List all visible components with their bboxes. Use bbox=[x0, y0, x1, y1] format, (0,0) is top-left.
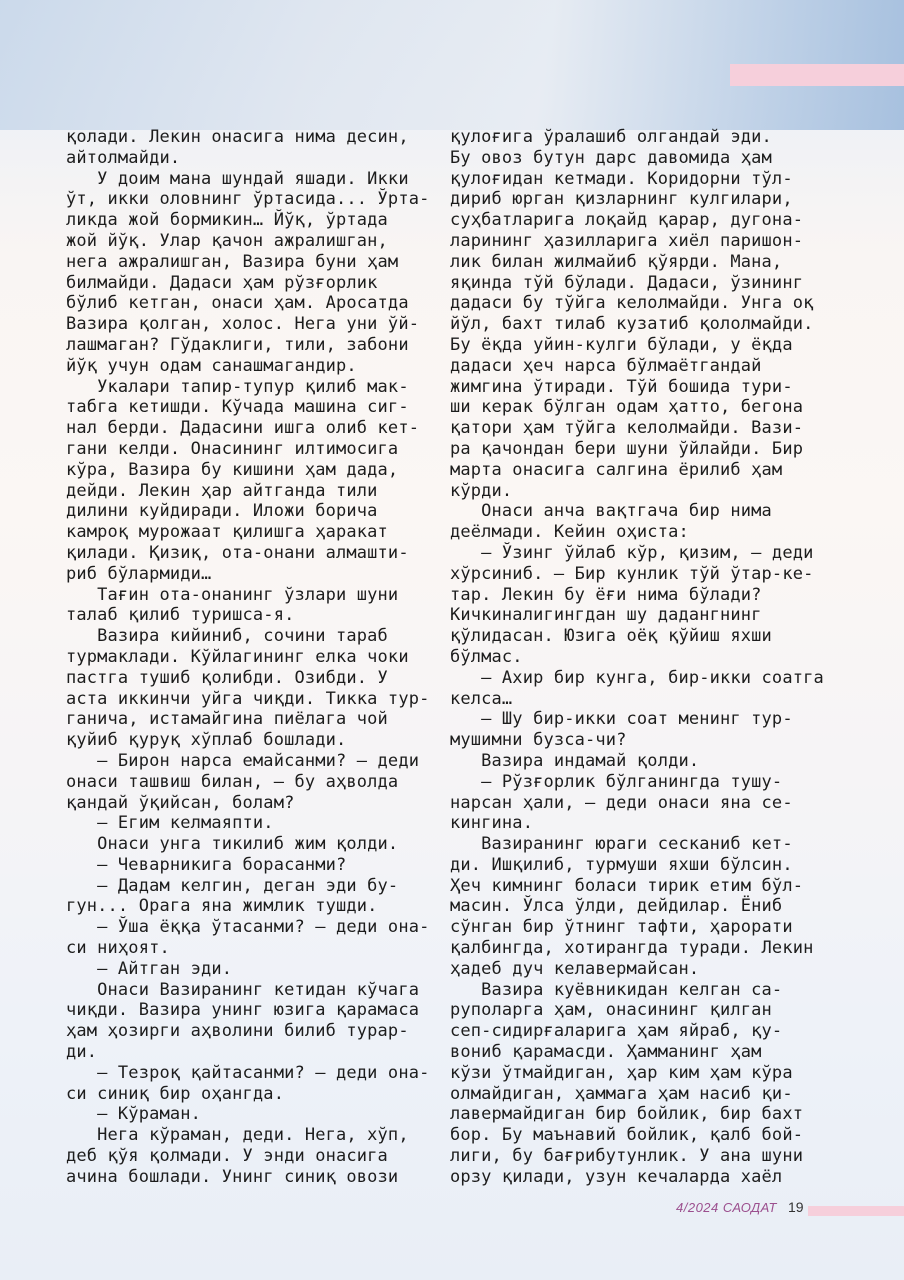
text-line: онаси ташвиш билан, – бу аҳволда bbox=[66, 771, 399, 792]
text-line: қулоғига ўралашиб олгандай эди. bbox=[450, 127, 772, 147]
text-line: Онаси Вазиранинг кетидан кўчага bbox=[66, 979, 420, 1000]
text-line: мушимни бузса-чи? bbox=[450, 730, 627, 751]
text-line: жой йўқ. Улар қачон ажралишган, bbox=[66, 230, 388, 251]
text-line: Вазира кийиниб, сочини тараб bbox=[66, 626, 388, 647]
text-line: кўра, Вазира бу кишини ҳам дада, bbox=[66, 459, 399, 480]
text-line: табга кетишди. Кўчада машина сиг- bbox=[66, 397, 409, 418]
text-line: гани келди. Онасининг илтимосига bbox=[66, 438, 399, 459]
decorative-band-footer bbox=[808, 1206, 904, 1216]
text-line: камроқ мурожаат қилишга ҳаракат bbox=[66, 522, 388, 543]
text-line: Онаси унга тикилиб жим қолди. bbox=[66, 834, 399, 855]
text-line: ганича, истамайгина пиёлага чой bbox=[66, 709, 388, 730]
text-line: кўрди. bbox=[450, 480, 513, 501]
text-line: лашмаган? Гўдаклиги, тили, забони bbox=[66, 334, 409, 355]
text-line: – Дадам келгин, деган эди бу- bbox=[66, 875, 399, 896]
text-line: дириб юрган қизларнинг кулгилари, bbox=[450, 189, 793, 210]
text-line: турмаклади. Кўйлагининг елка чоки bbox=[66, 646, 409, 667]
text-line: келса… bbox=[450, 688, 513, 709]
text-line: дилини куйдиради. Иложи борича bbox=[66, 501, 378, 522]
text-line: олмайдиган, ҳаммага ҳам насиб қи- bbox=[450, 1083, 793, 1104]
text-line: – Тезроқ қайтасанми? – деди она- bbox=[66, 1062, 430, 1083]
text-line: дадаси бу тўйга келолмайди. Унга оқ bbox=[450, 293, 814, 314]
text-line: руполарга ҳам, онасининг қилган bbox=[450, 1000, 772, 1021]
text-line: риб бўлармиди… bbox=[66, 563, 212, 584]
text-line: Вазира қолган, холос. Нега уни ўй- bbox=[66, 314, 420, 335]
text-line: лик билан жилмайиб қўярди. Мана, bbox=[450, 251, 783, 272]
text-line: кўзи ўтмайдиган, ҳар ким ҳам кўра bbox=[450, 1062, 793, 1083]
text-line: айтолмайди. bbox=[66, 147, 181, 168]
text-line: – Чеварникига борасанми? bbox=[66, 854, 347, 875]
text-line: Тағин ота-онанинг ўзлари шуни bbox=[66, 584, 399, 605]
text-line: сўнган бир ўтнинг тафти, ҳарорати bbox=[450, 917, 793, 938]
decorative-band-top bbox=[730, 64, 904, 86]
text-line: – Егим келмаяпти. bbox=[66, 813, 274, 834]
text-line: Вазира индамай қолди. bbox=[450, 750, 700, 771]
text-line: суҳбатларига лоқайд қарар, дугона- bbox=[450, 210, 804, 231]
text-column-right bbox=[450, 127, 822, 1188]
text-line: Вазира куёвникидан келган са- bbox=[450, 979, 783, 1000]
text-line: қулоғидан кетмади. Коридорни тўл- bbox=[450, 168, 793, 189]
text-line: Онаси анча вақтгача бир нима bbox=[450, 501, 772, 522]
text-line: ҳам ҳозирги аҳволини билиб турар- bbox=[66, 1021, 409, 1042]
text-line: ра қачондан бери шуни ўйлайди. Бир bbox=[450, 438, 804, 459]
text-line: ди. bbox=[66, 1042, 98, 1063]
text-line: қуйиб қуруқ хўплаб бошлади. bbox=[66, 730, 347, 751]
text-line: жимгина ўтиради. Тўй бошида тури- bbox=[450, 376, 793, 397]
text-line: кингина. bbox=[450, 813, 534, 834]
issue-label: 4/2024 САОДАТ bbox=[676, 1200, 777, 1215]
text-line: – Ўзинг ўйлаб кўр, қизим, – деди bbox=[450, 542, 814, 563]
text-line: қандай ўқийсан, болам? bbox=[66, 792, 295, 813]
text-line: вониб қарамасди. Ҳамманинг ҳам bbox=[450, 1042, 762, 1063]
text-line: ликда жой бормикин… Йўқ, ўртада bbox=[66, 210, 388, 231]
text-line: лиги, бу бағрибутунлик. У ана шуни bbox=[450, 1146, 804, 1167]
text-line: талаб қилиб туришса-я. bbox=[66, 605, 295, 626]
text-line: – Шу бир-икки соат менинг тур- bbox=[450, 709, 793, 730]
text-line: – Бирон нарса емайсанми? – деди bbox=[66, 750, 420, 771]
text-line: қўлидасан. Юзига оёқ қўйиш яхши bbox=[450, 626, 772, 647]
text-line: – Кўраман. bbox=[66, 1104, 202, 1125]
text-line: қолади. Лекин онасига нима десин, bbox=[66, 127, 409, 147]
text-line: ачина бошлади. Унинг синиқ овози bbox=[66, 1166, 399, 1187]
text-line: аста иккинчи уйга чиқди. Тикка тур- bbox=[66, 688, 430, 709]
text-line: Вазиранинг юраги сесканиб кет- bbox=[450, 834, 793, 855]
text-column-left bbox=[66, 127, 438, 1188]
text-line: йўқ учун одам санашмагандир. bbox=[66, 355, 357, 376]
text-line: си ниҳоят. bbox=[66, 938, 170, 959]
text-line: нал берди. Дадасини ишга олиб кет- bbox=[66, 418, 420, 439]
text-line: ди. Ишқилиб, турмуши яхши бўлсин. bbox=[450, 854, 793, 875]
text-line: қилади. Қизиқ, ота-онани алмашти- bbox=[66, 542, 409, 563]
text-line: масин. Ўлса ўлди, дейдилар. Ёниб bbox=[450, 896, 783, 917]
text-line: қалбингда, хотирангда туради. Лекин bbox=[450, 938, 814, 959]
text-line: орзу қилади, узун кечаларда хаёл bbox=[450, 1166, 783, 1187]
text-line: Бу овоз бутун дарс давомида ҳам bbox=[450, 147, 772, 168]
text-line: бўлмас. bbox=[450, 646, 523, 667]
text-line: бўлиб кетган, онаси ҳам. Аросатда bbox=[66, 293, 409, 314]
text-line: дейди. Лекин ҳар айтганда тили bbox=[66, 480, 378, 501]
text-line: Укалари тапир-тупур қилиб мак- bbox=[66, 376, 409, 397]
text-line: ўт, икки оловнинг ўртасида... Ўрта- bbox=[66, 189, 430, 210]
text-line: ши керак бўлган одам ҳатто, бегона bbox=[450, 397, 804, 418]
text-line: яқинда тўй бўлади. Дадаси, ўзининг bbox=[450, 272, 804, 293]
text-line: лавермайдиган бир бойлик, бир бахт bbox=[450, 1104, 804, 1125]
text-line: пастга тушиб қолибди. Озибди. У bbox=[66, 667, 388, 688]
text-line: Ҳеч кимнинг боласи тирик етим бўл- bbox=[450, 875, 804, 896]
text-line: нарсан ҳали, – деди онаси яна се- bbox=[450, 792, 793, 813]
text-line: Бу ёқда уйин-кулги бўлади, у ёқда bbox=[450, 334, 793, 355]
text-line: Нега кўраман, деди. Нега, хўп, bbox=[66, 1125, 409, 1146]
text-line: – Ўша ёққа ўтасанми? – деди она- bbox=[66, 917, 430, 938]
text-line: дадаси ҳеч нарса бўлмаётгандай bbox=[450, 355, 762, 376]
text-line: нега ажралишган, Вазира буни ҳам bbox=[66, 251, 399, 272]
page-number: 19 bbox=[788, 1199, 804, 1215]
text-line: Кичкиналигингдан шу дадангнинг bbox=[450, 605, 762, 626]
text-line: – Рўзғорлик бўлганингда тушу- bbox=[450, 771, 783, 792]
text-line: ҳадеб дуч келавермайсан. bbox=[450, 958, 700, 979]
text-line: ларининг ҳазилларига хиёл паришон- bbox=[450, 230, 804, 251]
text-line: деёлмади. Кейин оҳиста: bbox=[450, 522, 689, 543]
text-line: деб қўя қолмади. У энди онасига bbox=[66, 1146, 388, 1167]
text-line: У доим мана шундай яшади. Икки bbox=[66, 168, 409, 189]
text-line: гун... Орага яна жимлик тушди. bbox=[66, 896, 378, 917]
text-line: йўл, бахт тилаб кузатиб қололмайди. bbox=[450, 314, 814, 335]
text-line: тар. Лекин бу ёғи нима бўлади? bbox=[450, 584, 762, 605]
text-line: сеп-сидирғаларига ҳам яйраб, қу- bbox=[450, 1021, 783, 1042]
text-line: қатори ҳам тўйга келолмайди. Вази- bbox=[450, 418, 804, 439]
text-line: – Айтган эди. bbox=[66, 958, 233, 979]
text-line: билмайди. Дадаси ҳам рўзғорлик bbox=[66, 272, 378, 293]
text-line: – Ахир бир кунга, бир-икки соатга bbox=[450, 667, 824, 688]
text-line: чиқди. Вазира унинг юзига қарамаса bbox=[66, 1000, 420, 1021]
text-line: хўрсиниб. – Бир кунлик тўй ўтар-ке- bbox=[450, 563, 814, 584]
text-line: си синиқ бир оҳангда. bbox=[66, 1083, 285, 1104]
text-line: бор. Бу маънавий бойлик, қалб бой- bbox=[450, 1125, 804, 1146]
text-line: марта онасига салгина ёрилиб ҳам bbox=[450, 459, 783, 480]
